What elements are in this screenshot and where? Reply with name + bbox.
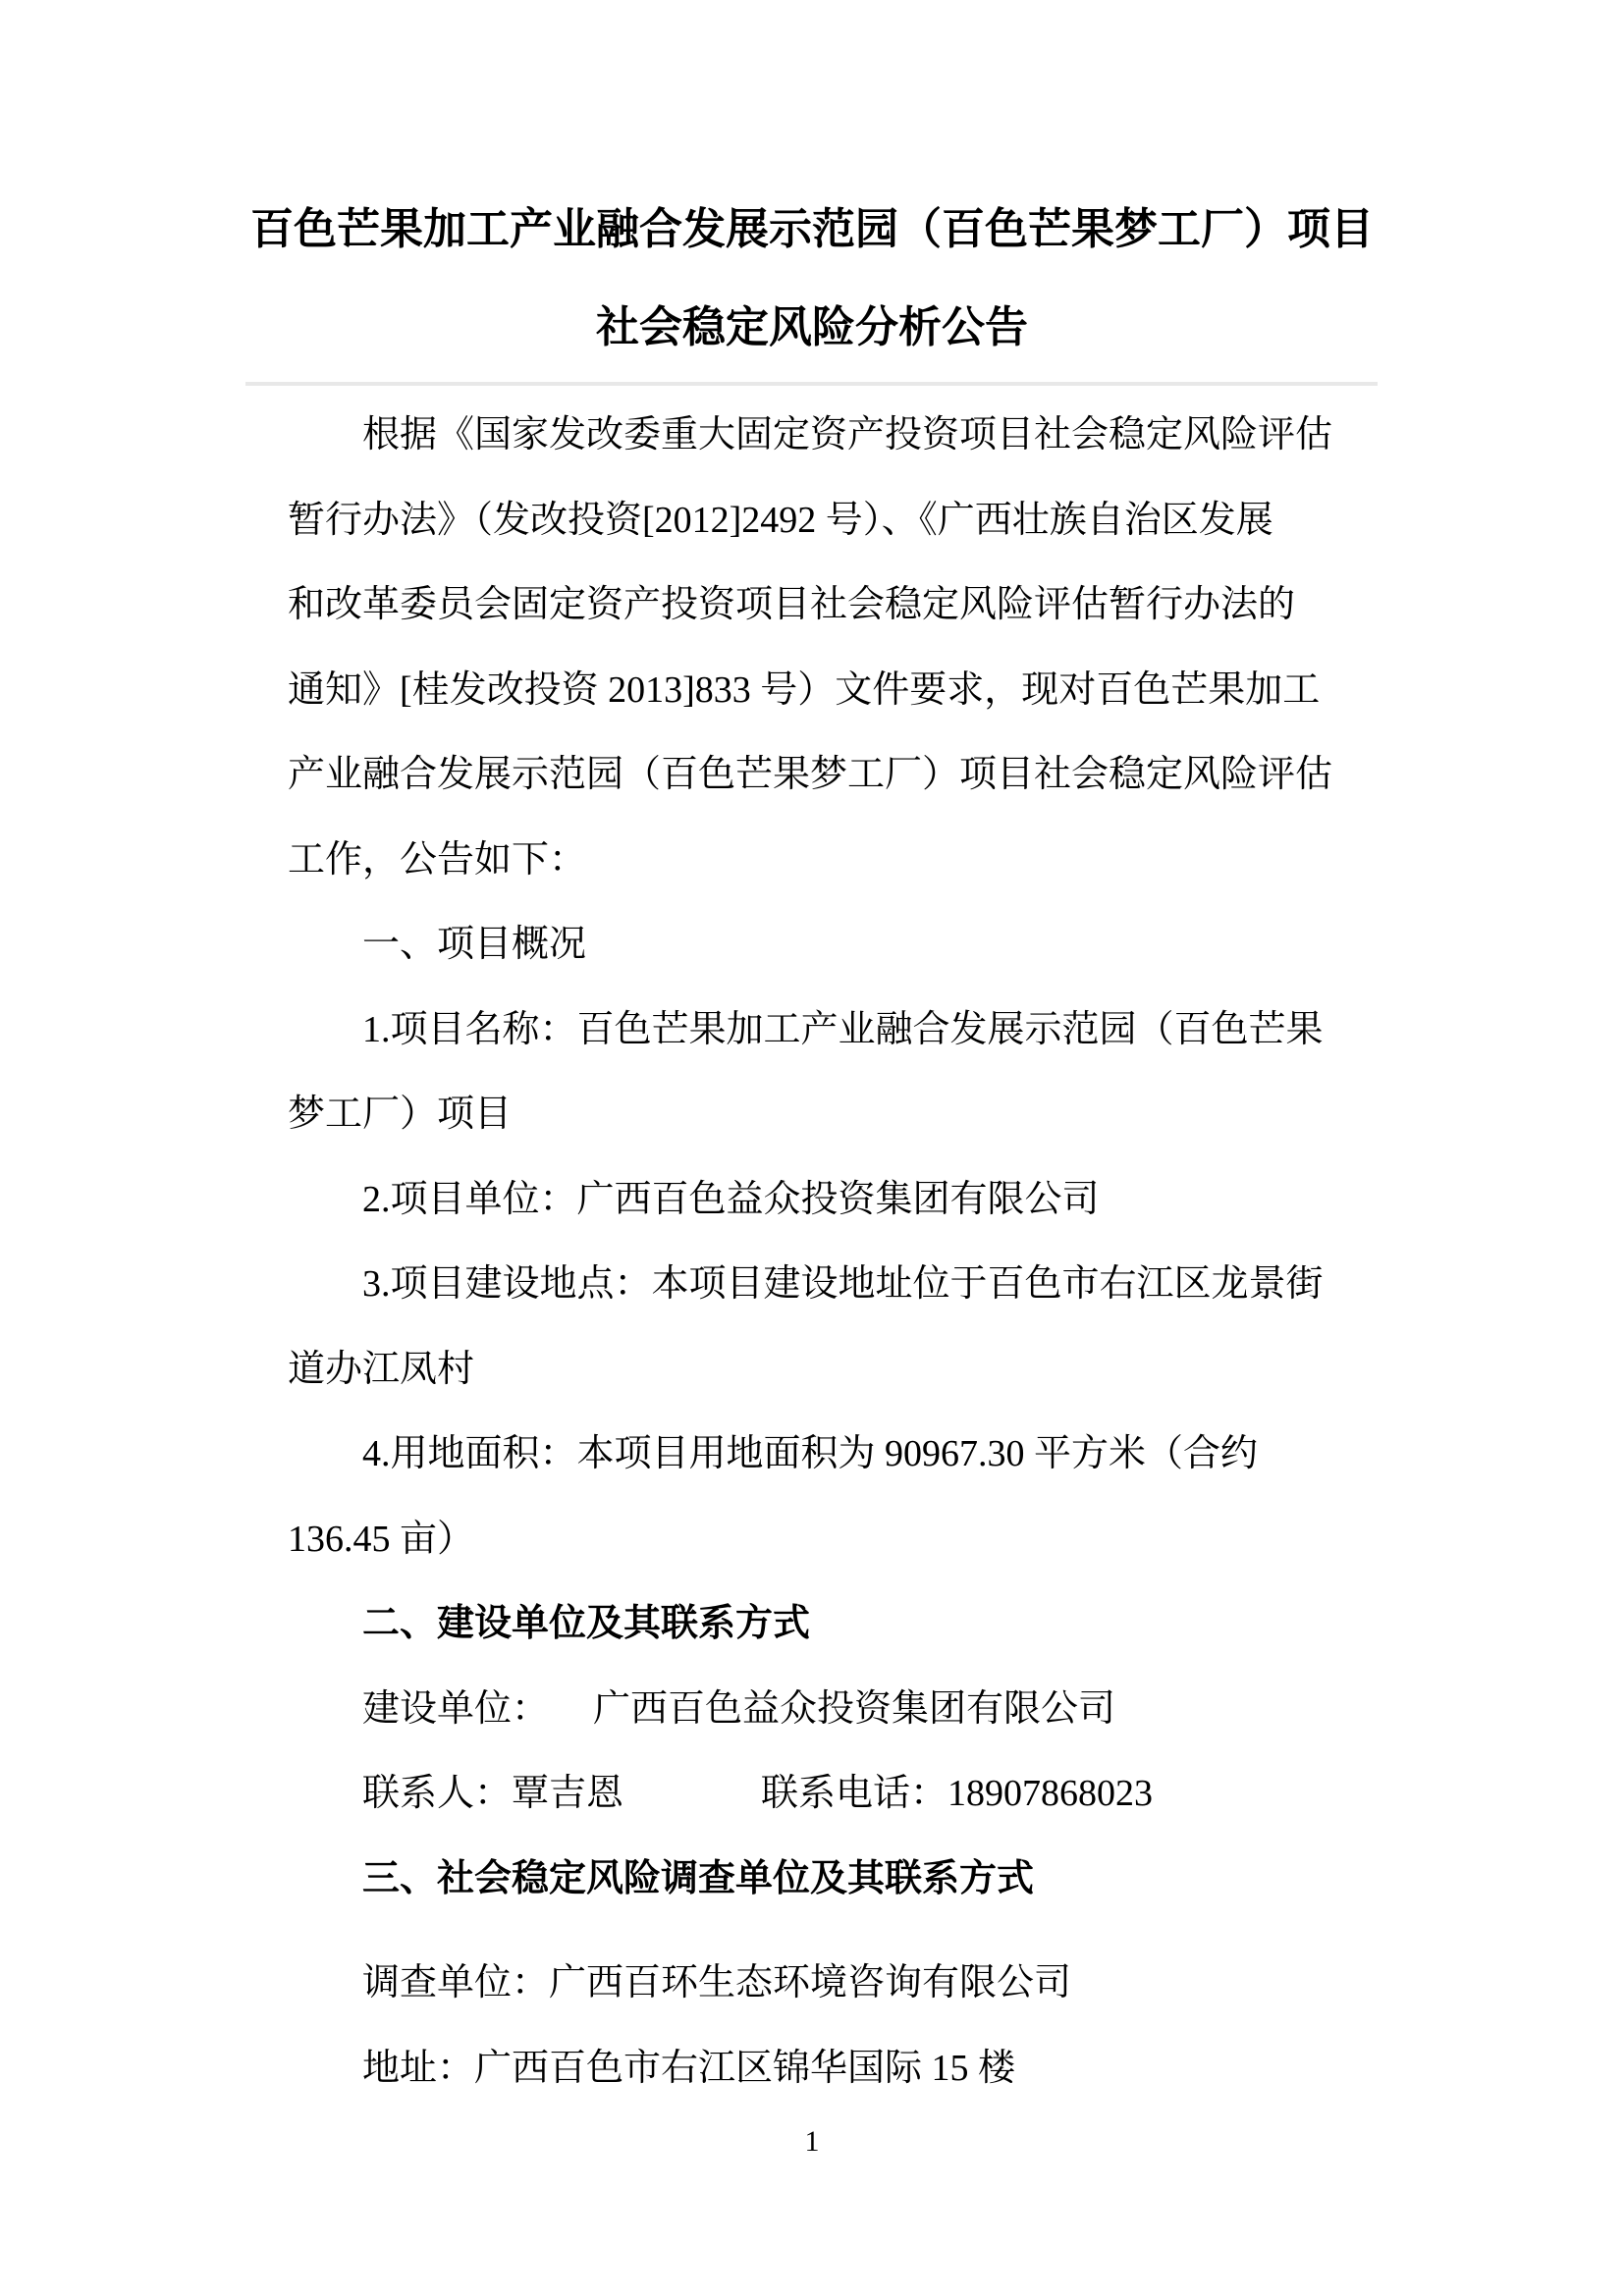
section-heading-2-construction-unit: 二、建设单位及其联系方式 <box>362 1603 811 1644</box>
paragraph-line: 暂行办法》（发改投资[2012]2492 号）、《广西壮族自治区发展 <box>288 499 1273 541</box>
construction-unit-label: 建设单位： <box>362 1687 550 1730</box>
paragraph-line: 工作，公告如下： <box>288 838 587 881</box>
land-area-line-continued: 136.45 亩） <box>288 1518 475 1560</box>
document-title-line-1: 百色芒果加工产业融合发展示范园（百色芒果梦工厂）项目 <box>250 205 1374 253</box>
paragraph-line: 通知》[桂发改投资 2013]833 号）文件要求，现对百色芒果加工 <box>288 668 1321 711</box>
page-number: 1 <box>804 2125 820 2158</box>
project-name-line-continued: 梦工厂）项目 <box>288 1094 513 1135</box>
section-heading-1-project-overview: 一、项目概况 <box>362 924 587 965</box>
project-name-line: 1.项目名称：百色芒果加工产业融合发展示范园（百色芒果 <box>362 1008 1324 1050</box>
paragraph-line: 和改革委员会固定资产投资项目社会稳定风险评估暂行办法的 <box>288 584 1296 625</box>
paragraph-line: 产业融合发展示范园（百色芒果梦工厂）项目社会稳定风险评估 <box>288 754 1333 795</box>
survey-unit-line: 调查单位：广西百环生态环境咨询有限公司 <box>362 1962 1072 2003</box>
document-body <box>288 393 1335 2110</box>
contact-line <box>288 1751 1335 1837</box>
construction-unit-line <box>288 1667 1335 1752</box>
project-location-line-continued: 道办江凤村 <box>288 1348 475 1390</box>
contact-person: 联系人：覃吉恩 <box>362 1773 624 1814</box>
document-title-line-2: 社会稳定风险分析公告 <box>596 303 1028 351</box>
project-location-line: 3.项目建设地点：本项目建设地址位于百色市右江区龙景街 <box>362 1263 1324 1305</box>
project-unit-line: 2.项目单位：广西百色益众投资集团有限公司 <box>362 1178 1100 1220</box>
title-divider-line <box>245 382 1378 386</box>
construction-unit-value: 广西百色益众投资集团有限公司 <box>593 1687 1116 1730</box>
land-area-line: 4.用地面积：本项目用地面积为 90967.30 平方米（合约 <box>362 1433 1259 1474</box>
section-heading-3-survey-unit: 三、社会稳定风险调查单位及其联系方式 <box>362 1857 1035 1899</box>
contact-phone: 联系电话：18907868023 <box>761 1773 1154 1814</box>
paragraph-line: 根据《国家发改委重大固定资产投资项目社会稳定风险评估 <box>362 414 1333 455</box>
survey-unit-address-line: 地址：广西百色市右江区锦华国际 15 楼 <box>362 2047 1016 2089</box>
document-title <box>0 181 1624 377</box>
